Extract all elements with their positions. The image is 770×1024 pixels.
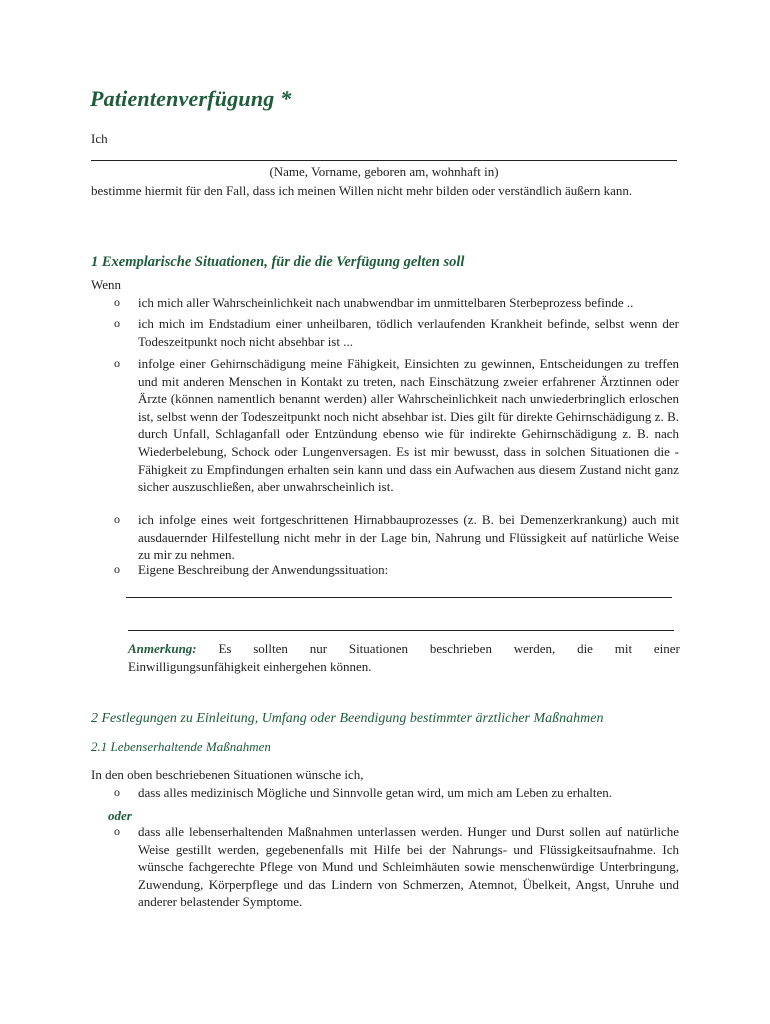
note-word: sollten xyxy=(253,641,288,656)
oder-label: oder xyxy=(108,808,132,823)
section1-lead: Wenn xyxy=(91,277,121,292)
bullet-marker: o xyxy=(114,512,120,526)
section2-heading: 2 Festlegungen zu Einleitung, Umfang oder Beendigung bestimmter ärztlicher Maßnahmen xyxy=(91,711,604,726)
document-title: Patientenverfügung * xyxy=(90,86,292,111)
situation-item-3: infolge einer Gehirnschädigung meine Fähigkeit, Einsichten zu gewinnen, Entscheidungen zu treffen und mit anderen Menschen in Kontakt zu treten, nach Einschätzung zweier erfahrener Ärztinnen oder Ärzte (können namentlich benannt werden) aller Wahrscheinlichkeit nach unwiederbringlich erloschen ist, selbst wenn der Todeszeitpunkt noch nicht absehbar ist. Dies gilt für direkte Gehirnschädigung z. B. durch Unfall, Schlaganfall oder Entzündung ebenso wie für indirekte Gehirnschädigung z. B. nach Wiederbelebung, Schock oder Lungenversagen. Es ist mir bewusst, dass in solchen Situationen die -Fähigkeit zu Empfindungen erhalten sein kann und dass ein Aufwachen aus diesem Zustand nicht ganz sicher auszuschließen, aber unwahrscheinlich ist. xyxy=(138,356,679,495)
section2-lead: In den oben beschriebenen Situationen wünsche ich, xyxy=(91,767,364,782)
section2-1-heading: 2.1 Lebenserhaltende Maßnahmen xyxy=(91,739,271,754)
section1-heading: 1 Exemplarische Situationen, für die die Verfügung gelten soll xyxy=(91,254,465,270)
note-word: die xyxy=(577,641,593,656)
note-word: Es xyxy=(218,641,232,656)
note-word: werden, xyxy=(513,641,556,656)
situation-item-1: ich mich aller Wahrscheinlichkeit nach unabwendbar im unmittelbaren Sterbeprozess befinde .. xyxy=(138,295,634,310)
section1-note xyxy=(128,640,680,675)
bullet-marker: o xyxy=(114,356,120,370)
bullet-marker: o xyxy=(114,316,120,330)
own-description-line-1[interactable] xyxy=(126,597,672,598)
situation-item-2: ich mich im Endstadium einer unheilbaren, tödlich verlaufenden Krankheit befinde, selbst wenn der Todeszeitpunkt noch nicht absehbar ist ... xyxy=(138,316,679,349)
note-word: mit xyxy=(614,641,633,656)
bullet-marker: o xyxy=(114,824,120,838)
note-word: nur xyxy=(309,641,328,656)
name-signature-line[interactable] xyxy=(91,160,677,161)
note-word: Situationen xyxy=(348,641,409,656)
note-word: beschrieben xyxy=(429,641,492,656)
name-line-caption: (Name, Vorname, geboren am, wohnhaft in) xyxy=(269,164,499,179)
bullet-marker: o xyxy=(114,295,120,309)
situation-item-5: Eigene Beschreibung der Anwendungssituation: xyxy=(138,562,389,577)
measure-option-2: dass alle lebenserhaltenden Maßnahmen unterlassen werden. Hunger und Durst sollen auf natürliche Weise gestillt werden, gegebenenfalls mit Hilfe bei der Nahrungs- und Flüssigkeitsaufnahme. Ich wünsche fachgerechte Pflege von Mund und Schleimhäuten sowie menschenwürdige Unterbringung, Zuwendung, Körperpflege und das Lindern von Schmerzen, Atemnot, Übelkeit, Angst, Unruhe und anderer belastender Symptome. xyxy=(138,824,679,910)
note-label: Anmerkung: xyxy=(128,641,197,656)
bullet-marker: o xyxy=(114,785,120,799)
note-line-2: Einwilligungsunfähigkeit einhergehen können. xyxy=(128,658,372,674)
own-description-line-2[interactable] xyxy=(128,630,674,631)
measure-option-1: dass alles medizinisch Mögliche und Sinnvolle getan wird, um mich am Leben zu erhalten. xyxy=(138,785,613,800)
intro-ich: Ich xyxy=(91,131,108,146)
intro-statement: bestimme hiermit für den Fall, dass ich meinen Willen nicht mehr bilden oder verständlich äußern kann. xyxy=(91,183,633,198)
situation-item-4: ich infolge eines weit fortgeschrittenen Hirnabbauprozesses (z. B. bei Demenzerkrankung) auch mit ausdauernder Hilfestellung nicht mehr in der Lage bin, Nahrung und Flüssigkeit auf natürliche Weise zu mir zu nehmen. xyxy=(138,512,679,563)
note-word: einer xyxy=(653,641,680,656)
bullet-marker: o xyxy=(114,562,120,576)
